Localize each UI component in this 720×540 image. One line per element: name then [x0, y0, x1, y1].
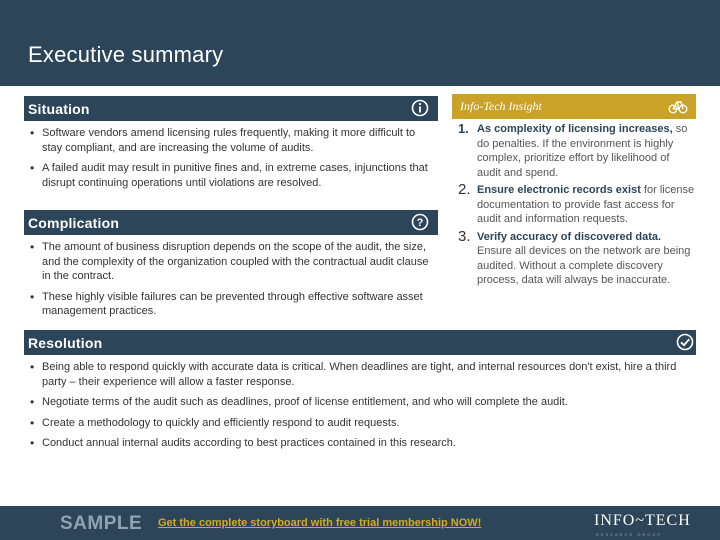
- list-item: • These highly visible failures can be prevented through effective software asset management practices.: [27, 290, 437, 319]
- logo-subtitle: RESEARCH GROUP: [596, 532, 663, 537]
- list-item: • Being able to respond quickly with accurate data is critical. When deadlines are tight, and internal resources don't exist, hire a third party – their experience will allow a faster response.: [27, 360, 695, 389]
- resolution-label: Resolution: [28, 335, 103, 351]
- list-item: [456, 227, 696, 288]
- list-item: • Create a methodology to quickly and efficiently respond to audit requests.: [27, 416, 695, 431]
- checkmark-circle-icon: [676, 333, 694, 351]
- svg-text:?: ?: [416, 217, 424, 229]
- item-number: 3.: [458, 227, 471, 245]
- item-lead: As complexity of licensing increases,: [477, 123, 673, 135]
- item-number: 1.: [458, 121, 469, 136]
- info-tech-logo: INFO~TECH: [594, 512, 691, 529]
- footer-bar: [0, 506, 720, 540]
- insight-bar: [452, 94, 696, 119]
- insight-label: Info-Tech Insight: [460, 99, 542, 113]
- item-text: Ensure all devices on the network are being audited. Without a complete discovery process, data will always be inaccurate.: [477, 245, 691, 286]
- situation-list: [27, 126, 437, 190]
- item-lead: Verify accuracy of discovered data.: [477, 230, 662, 243]
- situation-label: Situation: [28, 101, 90, 117]
- insight-list: [456, 122, 696, 291]
- item-lead: Ensure electronic records exist: [477, 184, 641, 196]
- header-bar: [0, 0, 720, 86]
- complication-list: [27, 240, 437, 319]
- trial-membership-link[interactable]: Get the complete storyboard with free trial membership NOW!: [158, 517, 482, 529]
- bicycle-icon: [668, 97, 688, 115]
- list-item: [456, 183, 696, 227]
- complication-bar: [24, 210, 438, 235]
- item-text: for license documentation to provide fast access for audit and information requests.: [477, 184, 695, 225]
- list-item: • Conduct annual internal audits according to best practices contained in this research.: [27, 436, 695, 451]
- item-text: so do penalties. If the environment is highly complex, prioritize effort by likelihood of audit and spend.: [477, 123, 688, 179]
- question-circle-icon: [411, 213, 429, 231]
- list-item: • A failed audit may result in punitive fines and, in extreme cases, injunctions that disrupt continuing operations until violations are resolved.: [27, 161, 437, 190]
- situation-bar: [24, 96, 438, 121]
- resolution-bar: [24, 330, 696, 355]
- list-item: • Negotiate terms of the audit such as deadlines, proof of license entitlement, and who will complete the audit.: [27, 395, 695, 410]
- list-item: • Software vendors amend licensing rules frequently, making it more difficult to stay compliant, and are increasing the volume of audits.: [27, 126, 437, 155]
- list-item: • The amount of business disruption depends on the scope of the audit, the size, and the complexity of the organization coupled with the contractual audit clause in the contract.: [27, 240, 437, 284]
- list-item: [456, 122, 696, 180]
- complication-label: Complication: [28, 215, 120, 231]
- item-number: 2.: [458, 181, 471, 198]
- info-circle-icon: [411, 99, 429, 117]
- resolution-list: [27, 360, 695, 451]
- page-title: Executive summary: [28, 42, 224, 67]
- sample-label: SAMPLE: [60, 513, 143, 534]
